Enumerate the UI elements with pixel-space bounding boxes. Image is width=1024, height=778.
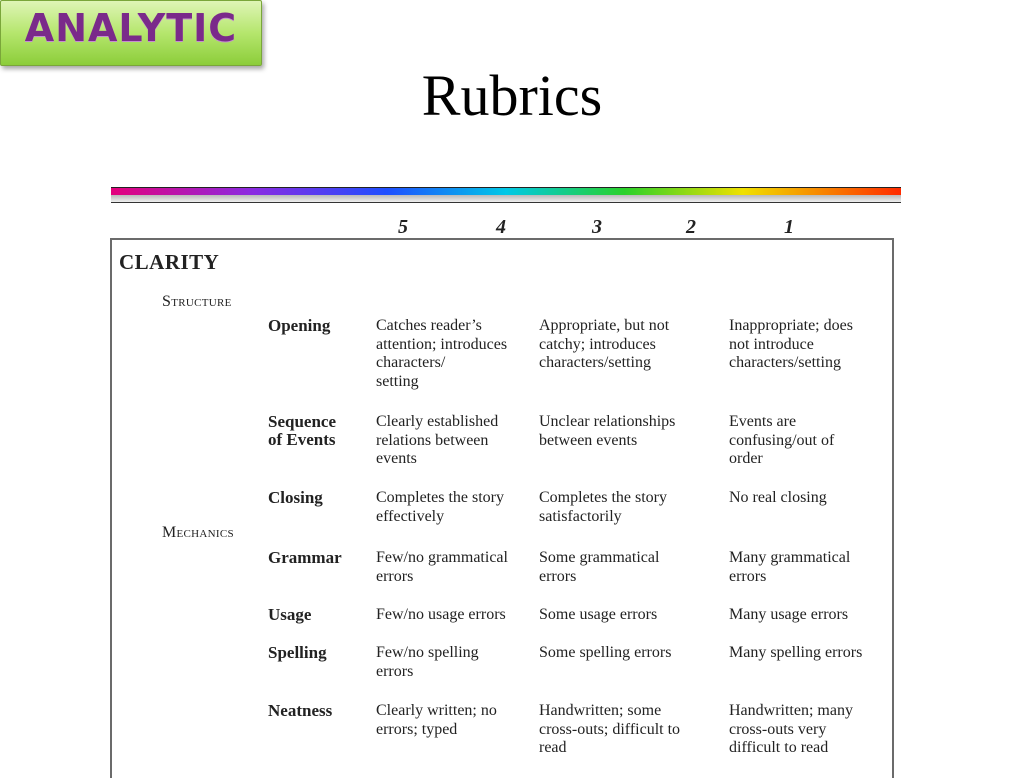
- sequence-mid: Unclear relationships between events: [539, 413, 676, 449]
- score-1: 1: [784, 216, 794, 238]
- neatness-mid: Handwritten; some cross-outs; difficult to read: [539, 702, 681, 756]
- usage-high: Few/no usage errors: [376, 606, 506, 623]
- section-mechanics: Mechanics: [162, 524, 234, 541]
- usage-low: Many usage errors: [729, 606, 849, 623]
- neatness-high: Clearly written; no errors; typed: [376, 702, 497, 738]
- usage-mid: Some usage errors: [539, 606, 658, 623]
- criterion-grammar: Grammar: [268, 548, 342, 567]
- badge-label: ANALYTIC: [24, 6, 238, 50]
- section-structure: Structure: [162, 293, 232, 310]
- criterion-spelling: Spelling: [268, 643, 327, 662]
- spelling-mid: Some spelling errors: [539, 644, 672, 661]
- divider-shadow: [111, 195, 901, 203]
- criterion-opening: Opening: [268, 316, 331, 335]
- criterion-closing: Closing: [268, 488, 323, 507]
- score-3: 3: [592, 216, 602, 238]
- criterion-usage: Usage: [268, 605, 312, 624]
- score-5: 5: [398, 216, 408, 238]
- spelling-low: Many spelling errors: [729, 644, 863, 661]
- opening-mid: Appropriate, but not catchy; introduces characters/setting: [539, 317, 670, 371]
- score-4: 4: [496, 216, 506, 238]
- rubric-heading: CLARITY: [119, 250, 220, 274]
- closing-high: Completes the story effectively: [376, 489, 504, 525]
- opening-low: Inappropriate; does not introduce characters/setting: [729, 317, 853, 371]
- neatness-low: Handwritten; many cross-outs very difficult to read: [729, 702, 853, 756]
- sequence-high: Clearly established relations between events: [376, 413, 499, 467]
- spelling-high: Few/no spelling errors: [376, 644, 479, 680]
- slide-title: Rubrics: [421, 63, 603, 128]
- closing-low: No real closing: [729, 489, 827, 506]
- criterion-sequence: Sequence of Events: [268, 412, 336, 449]
- grammar-low: Many grammatical errors: [729, 549, 851, 585]
- opening-high: Catches reader’s attention; introduces characters/ setting: [376, 317, 508, 390]
- score-2: 2: [686, 216, 696, 238]
- grammar-mid: Some grammatical errors: [539, 549, 660, 585]
- analytic-badge: [0, 0, 262, 66]
- grammar-high: Few/no grammatical errors: [376, 549, 508, 585]
- sequence-low: Events are confusing/out of order: [729, 413, 835, 467]
- criterion-neatness: Neatness: [268, 701, 333, 720]
- closing-mid: Completes the story satisfactorily: [539, 489, 667, 525]
